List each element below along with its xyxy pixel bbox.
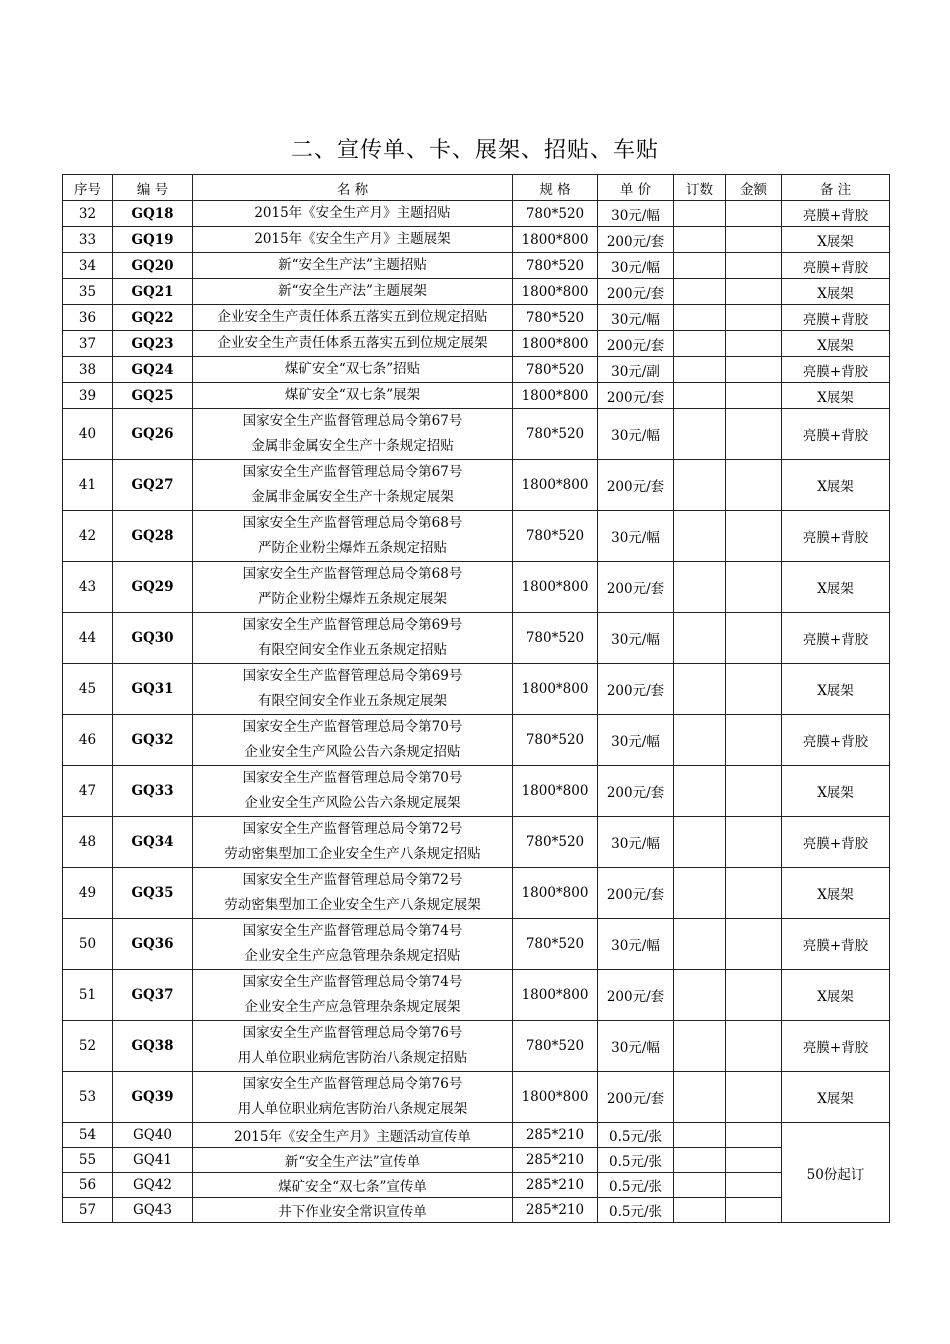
- cell-code: GQ22: [113, 305, 193, 331]
- cell-spec: 1800*800: [513, 383, 598, 409]
- cell-amount: [726, 383, 782, 409]
- cell-note: X展架: [782, 279, 890, 305]
- cell-amount: [726, 562, 782, 613]
- cell-code: GQ42: [113, 1173, 193, 1198]
- cell-price: 0.5元/张: [598, 1148, 674, 1173]
- cell-name: [193, 715, 513, 766]
- table-row: [63, 868, 890, 919]
- cell-code: GQ30: [113, 613, 193, 664]
- cell-amount: [726, 1021, 782, 1072]
- cell-note: X展架: [782, 331, 890, 357]
- cell-spec: 1800*800: [513, 766, 598, 817]
- cell-seq: 57: [63, 1198, 113, 1223]
- cell-name-line: 有限空间安全作业五条规定招贴: [258, 642, 447, 658]
- cell-qty: [674, 357, 726, 383]
- cell-note: 亮膜+背胶: [782, 357, 890, 383]
- cell-name: 2015年《安全生产月》主题活动宣传单: [193, 1123, 513, 1148]
- cell-price: 30元/幅: [598, 613, 674, 664]
- cell-price: 200元/套: [598, 766, 674, 817]
- cell-spec: 780*520: [513, 1021, 598, 1072]
- cell-name: [193, 562, 513, 613]
- cell-qty: [674, 460, 726, 511]
- cell-amount: [726, 715, 782, 766]
- cell-price: 30元/幅: [598, 715, 674, 766]
- cell-qty: [674, 511, 726, 562]
- cell-note: 亮膜+背胶: [782, 511, 890, 562]
- cell-note: X展架: [782, 460, 890, 511]
- header-price: 单 价: [598, 175, 674, 201]
- table-row: [63, 766, 890, 817]
- table-row: [63, 1148, 890, 1173]
- cell-qty: [674, 331, 726, 357]
- cell-name: [193, 201, 513, 227]
- cell-seq: 38: [63, 357, 113, 383]
- cell-name: [193, 664, 513, 715]
- cell-price: 30元/幅: [598, 511, 674, 562]
- cell-name: 井下作业安全常识宣传单: [193, 1198, 513, 1223]
- cell-name: 煤矿安全“双七条”宣传单: [193, 1173, 513, 1198]
- header-qty: 订数: [674, 175, 726, 201]
- table-row: [63, 1198, 890, 1223]
- cell-name-line: 国家安全生产监督管理总局令第67号: [242, 413, 463, 429]
- cell-qty: [674, 305, 726, 331]
- cell-spec: 1800*800: [513, 868, 598, 919]
- cell-amount: [726, 919, 782, 970]
- cell-qty: [674, 919, 726, 970]
- cell-amount: [726, 817, 782, 868]
- cell-qty: [674, 1123, 726, 1148]
- cell-code: GQ18: [113, 201, 193, 227]
- cell-name: [193, 919, 513, 970]
- cell-amount: [726, 511, 782, 562]
- cell-qty: [674, 279, 726, 305]
- header-spec: 规 格: [513, 175, 598, 201]
- cell-name: [193, 970, 513, 1021]
- cell-name-line: 国家安全生产监督管理总局令第69号: [242, 668, 463, 684]
- cell-name-line: 企业安全生产应急管理杂条规定招贴: [244, 948, 461, 964]
- cell-price: 30元/幅: [598, 409, 674, 460]
- header-amount: 金额: [726, 175, 782, 201]
- cell-note-merged: 50份起订: [782, 1123, 890, 1223]
- cell-seq: 44: [63, 613, 113, 664]
- table-row: [63, 201, 890, 227]
- cell-name-line: 国家安全生产监督管理总局令第69号: [242, 617, 463, 633]
- cell-code: GQ36: [113, 919, 193, 970]
- cell-code: GQ32: [113, 715, 193, 766]
- cell-name-line: 煤矿安全“双七条”展架: [284, 387, 421, 403]
- cell-name-line: 企业安全生产责任体系五落实五到位规定招贴: [217, 309, 488, 325]
- table-row: [63, 970, 890, 1021]
- cell-code: GQ24: [113, 357, 193, 383]
- cell-price: 200元/套: [598, 664, 674, 715]
- cell-note: X展架: [782, 562, 890, 613]
- cell-name: [193, 331, 513, 357]
- product-table: [62, 174, 890, 1223]
- header-name: 名 称: [193, 175, 513, 201]
- cell-name: [193, 613, 513, 664]
- cell-amount: [726, 613, 782, 664]
- cell-name: [193, 305, 513, 331]
- table-header-row: [63, 175, 890, 201]
- table-row: [63, 1123, 890, 1148]
- cell-code: GQ37: [113, 970, 193, 1021]
- cell-code: GQ20: [113, 253, 193, 279]
- cell-seq: 48: [63, 817, 113, 868]
- cell-name: [193, 817, 513, 868]
- cell-name: [193, 357, 513, 383]
- cell-code: GQ29: [113, 562, 193, 613]
- cell-name-line: 国家安全生产监督管理总局令第72号: [242, 872, 463, 888]
- cell-qty: [674, 1198, 726, 1223]
- cell-name: [193, 868, 513, 919]
- table-row: [63, 562, 890, 613]
- cell-note: X展架: [782, 766, 890, 817]
- cell-name: [193, 511, 513, 562]
- table-row: [63, 1021, 890, 1072]
- cell-code: GQ40: [113, 1123, 193, 1148]
- cell-note: 亮膜+背胶: [782, 409, 890, 460]
- cell-spec: 285*210: [513, 1123, 598, 1148]
- cell-note: X展架: [782, 664, 890, 715]
- cell-seq: 56: [63, 1173, 113, 1198]
- cell-name-line: 国家安全生产监督管理总局令第68号: [242, 566, 463, 582]
- cell-seq: 49: [63, 868, 113, 919]
- cell-amount: [726, 766, 782, 817]
- table-row: [63, 919, 890, 970]
- cell-seq: 51: [63, 970, 113, 1021]
- cell-amount: [726, 331, 782, 357]
- table-row: [63, 460, 890, 511]
- cell-qty: [674, 227, 726, 253]
- cell-name: [193, 766, 513, 817]
- cell-name-line: 国家安全生产监督管理总局令第70号: [242, 719, 463, 735]
- cell-amount: [726, 868, 782, 919]
- cell-spec: 1800*800: [513, 1072, 598, 1123]
- cell-note: X展架: [782, 1072, 890, 1123]
- cell-name-line: 有限空间安全作业五条规定展架: [258, 693, 447, 709]
- cell-name-line: 2015年《安全生产月》主题招贴: [254, 205, 451, 221]
- cell-code: GQ19: [113, 227, 193, 253]
- cell-qty: [674, 409, 726, 460]
- cell-name: [193, 1021, 513, 1072]
- cell-code: GQ33: [113, 766, 193, 817]
- table-row: [63, 331, 890, 357]
- cell-qty: [674, 1148, 726, 1173]
- cell-code: GQ21: [113, 279, 193, 305]
- cell-qty: [674, 613, 726, 664]
- cell-name: [193, 253, 513, 279]
- cell-name-line: 煤矿安全“双七条”招贴: [284, 361, 421, 377]
- cell-price: 200元/套: [598, 227, 674, 253]
- cell-spec: 1800*800: [513, 279, 598, 305]
- cell-qty: [674, 664, 726, 715]
- cell-note: 亮膜+背胶: [782, 305, 890, 331]
- cell-seq: 32: [63, 201, 113, 227]
- cell-name-line: 国家安全生产监督管理总局令第76号: [242, 1025, 463, 1041]
- cell-note: X展架: [782, 227, 890, 253]
- table-row: [63, 383, 890, 409]
- cell-amount: [726, 201, 782, 227]
- cell-code: GQ41: [113, 1148, 193, 1173]
- cell-name-line: 国家安全生产监督管理总局令第76号: [242, 1076, 463, 1092]
- cell-seq: 37: [63, 331, 113, 357]
- cell-name-line: 用人单位职业病危害防治八条规定展架: [237, 1101, 468, 1117]
- cell-name-line: 国家安全生产监督管理总局令第68号: [242, 515, 463, 531]
- cell-name: [193, 279, 513, 305]
- cell-name-line: 严防企业粉尘爆炸五条规定展架: [258, 591, 447, 607]
- cell-amount: [726, 305, 782, 331]
- cell-seq: 42: [63, 511, 113, 562]
- cell-spec: 1800*800: [513, 562, 598, 613]
- table-row: [63, 1072, 890, 1123]
- cell-spec: 780*520: [513, 817, 598, 868]
- cell-qty: [674, 868, 726, 919]
- table-row: [63, 409, 890, 460]
- cell-amount: [726, 970, 782, 1021]
- cell-seq: 40: [63, 409, 113, 460]
- cell-qty: [674, 1021, 726, 1072]
- cell-amount: [726, 1148, 782, 1173]
- cell-name-line: 国家安全生产监督管理总局令第67号: [242, 464, 463, 480]
- cell-note: 亮膜+背胶: [782, 919, 890, 970]
- cell-name-line: 劳动密集型加工企业安全生产八条规定招贴: [224, 846, 481, 862]
- cell-seq: 36: [63, 305, 113, 331]
- page-title: 二、宣传单、卡、展架、招贴、车贴: [290, 138, 659, 163]
- cell-amount: [726, 1173, 782, 1198]
- cell-price: 200元/套: [598, 383, 674, 409]
- cell-spec: 1800*800: [513, 970, 598, 1021]
- cell-spec: 285*210: [513, 1148, 598, 1173]
- cell-price: 30元/幅: [598, 201, 674, 227]
- cell-name-line: 新“安全生产法”主题招贴: [278, 257, 427, 273]
- cell-name-line: 金属非金属安全生产十条规定展架: [251, 489, 454, 505]
- cell-price: 30元/幅: [598, 919, 674, 970]
- cell-spec: 780*520: [513, 253, 598, 279]
- cell-spec: 285*210: [513, 1198, 598, 1223]
- cell-amount: [726, 227, 782, 253]
- cell-spec: 1800*800: [513, 331, 598, 357]
- table-row: [63, 357, 890, 383]
- cell-qty: [674, 817, 726, 868]
- cell-name-line: 用人单位职业病危害防治八条规定招贴: [237, 1050, 468, 1066]
- table-row: [63, 817, 890, 868]
- cell-spec: 780*520: [513, 613, 598, 664]
- cell-price: 200元/套: [598, 1072, 674, 1123]
- cell-name-line: 严防企业粉尘爆炸五条规定招贴: [258, 540, 447, 556]
- cell-name-line: 国家安全生产监督管理总局令第74号: [242, 974, 463, 990]
- cell-seq: 34: [63, 253, 113, 279]
- table-row: [63, 715, 890, 766]
- cell-name-line: 国家安全生产监督管理总局令第72号: [242, 821, 463, 837]
- cell-seq: 53: [63, 1072, 113, 1123]
- cell-amount: [726, 409, 782, 460]
- cell-seq: 43: [63, 562, 113, 613]
- cell-qty: [674, 562, 726, 613]
- table-row: [63, 664, 890, 715]
- cell-note: 亮膜+背胶: [782, 201, 890, 227]
- cell-name-line: 劳动密集型加工企业安全生产八条规定展架: [224, 897, 481, 913]
- cell-code: GQ28: [113, 511, 193, 562]
- cell-name: [193, 227, 513, 253]
- cell-code: GQ26: [113, 409, 193, 460]
- cell-amount: [726, 253, 782, 279]
- cell-seq: 46: [63, 715, 113, 766]
- cell-code: GQ23: [113, 331, 193, 357]
- cell-price: 0.5元/张: [598, 1173, 674, 1198]
- cell-price: 200元/套: [598, 279, 674, 305]
- cell-note: 亮膜+背胶: [782, 817, 890, 868]
- cell-amount: [726, 279, 782, 305]
- cell-amount: [726, 1198, 782, 1223]
- cell-price: 200元/套: [598, 331, 674, 357]
- cell-name: 新“安全生产法”宣传单: [193, 1148, 513, 1173]
- cell-name: [193, 1072, 513, 1123]
- cell-note: 亮膜+背胶: [782, 253, 890, 279]
- cell-name-line: 新“安全生产法”主题展架: [278, 283, 427, 299]
- cell-note: 亮膜+背胶: [782, 613, 890, 664]
- cell-amount: [726, 1123, 782, 1148]
- table-row: [63, 511, 890, 562]
- cell-price: 200元/套: [598, 970, 674, 1021]
- cell-spec: 780*520: [513, 409, 598, 460]
- cell-spec: 285*210: [513, 1173, 598, 1198]
- header-code: 编 号: [113, 175, 193, 201]
- cell-price: 30元/幅: [598, 253, 674, 279]
- cell-price: 200元/套: [598, 562, 674, 613]
- cell-name-line: 金属非金属安全生产十条规定招贴: [251, 438, 454, 454]
- cell-amount: [726, 357, 782, 383]
- cell-qty: [674, 766, 726, 817]
- cell-note: X展架: [782, 868, 890, 919]
- cell-seq: 41: [63, 460, 113, 511]
- cell-name: [193, 409, 513, 460]
- header-seq: 序号: [63, 175, 113, 201]
- cell-name-line: 企业安全生产风险公告六条规定招贴: [244, 744, 461, 760]
- cell-code: GQ43: [113, 1198, 193, 1223]
- cell-seq: 54: [63, 1123, 113, 1148]
- cell-name: [193, 383, 513, 409]
- table-row: [63, 1173, 890, 1198]
- table-row: [63, 227, 890, 253]
- cell-name-line: 国家安全生产监督管理总局令第74号: [242, 923, 463, 939]
- cell-seq: 45: [63, 664, 113, 715]
- cell-price: 30元/幅: [598, 1021, 674, 1072]
- cell-price: 200元/套: [598, 460, 674, 511]
- cell-spec: 780*520: [513, 305, 598, 331]
- header-note: 备 注: [782, 175, 890, 201]
- cell-price: 30元/幅: [598, 305, 674, 331]
- cell-name-line: 2015年《安全生产月》主题展架: [254, 231, 451, 247]
- cell-code: GQ35: [113, 868, 193, 919]
- cell-name-line: 企业安全生产风险公告六条规定展架: [244, 795, 461, 811]
- cell-qty: [674, 1072, 726, 1123]
- cell-seq: 35: [63, 279, 113, 305]
- cell-name-line: 国家安全生产监督管理总局令第70号: [242, 770, 463, 786]
- cell-seq: 47: [63, 766, 113, 817]
- cell-amount: [726, 664, 782, 715]
- cell-qty: [674, 201, 726, 227]
- cell-code: GQ38: [113, 1021, 193, 1072]
- cell-price: 0.5元/张: [598, 1123, 674, 1148]
- cell-seq: 52: [63, 1021, 113, 1072]
- cell-price: 30元/幅: [598, 817, 674, 868]
- cell-spec: 1800*800: [513, 460, 598, 511]
- cell-spec: 780*520: [513, 511, 598, 562]
- cell-spec: 1800*800: [513, 664, 598, 715]
- cell-note: X展架: [782, 383, 890, 409]
- cell-code: GQ25: [113, 383, 193, 409]
- cell-note: 亮膜+背胶: [782, 1021, 890, 1072]
- cell-seq: 33: [63, 227, 113, 253]
- cell-seq: 55: [63, 1148, 113, 1173]
- cell-name: [193, 460, 513, 511]
- cell-qty: [674, 1173, 726, 1198]
- cell-note: X展架: [782, 970, 890, 1021]
- cell-spec: 780*520: [513, 919, 598, 970]
- cell-spec: 780*520: [513, 715, 598, 766]
- cell-qty: [674, 715, 726, 766]
- cell-spec: 780*520: [513, 357, 598, 383]
- table-row: [63, 253, 890, 279]
- cell-amount: [726, 460, 782, 511]
- cell-qty: [674, 383, 726, 409]
- cell-name-line: 企业安全生产责任体系五落实五到位规定展架: [217, 335, 488, 351]
- table-row: [63, 305, 890, 331]
- cell-note: 亮膜+背胶: [782, 715, 890, 766]
- cell-price: 200元/套: [598, 868, 674, 919]
- table-row: [63, 613, 890, 664]
- cell-seq: 39: [63, 383, 113, 409]
- cell-amount: [726, 1072, 782, 1123]
- cell-code: GQ27: [113, 460, 193, 511]
- cell-seq: 50: [63, 919, 113, 970]
- cell-code: GQ34: [113, 817, 193, 868]
- cell-name-line: 企业安全生产应急管理杂条规定展架: [244, 999, 461, 1015]
- cell-code: GQ31: [113, 664, 193, 715]
- cell-code: GQ39: [113, 1072, 193, 1123]
- cell-qty: [674, 253, 726, 279]
- table-row: [63, 279, 890, 305]
- cell-qty: [674, 970, 726, 1021]
- cell-price: 0.5元/张: [598, 1198, 674, 1223]
- cell-spec: 1800*800: [513, 227, 598, 253]
- cell-spec: 780*520: [513, 201, 598, 227]
- cell-price: 30元/副: [598, 357, 674, 383]
